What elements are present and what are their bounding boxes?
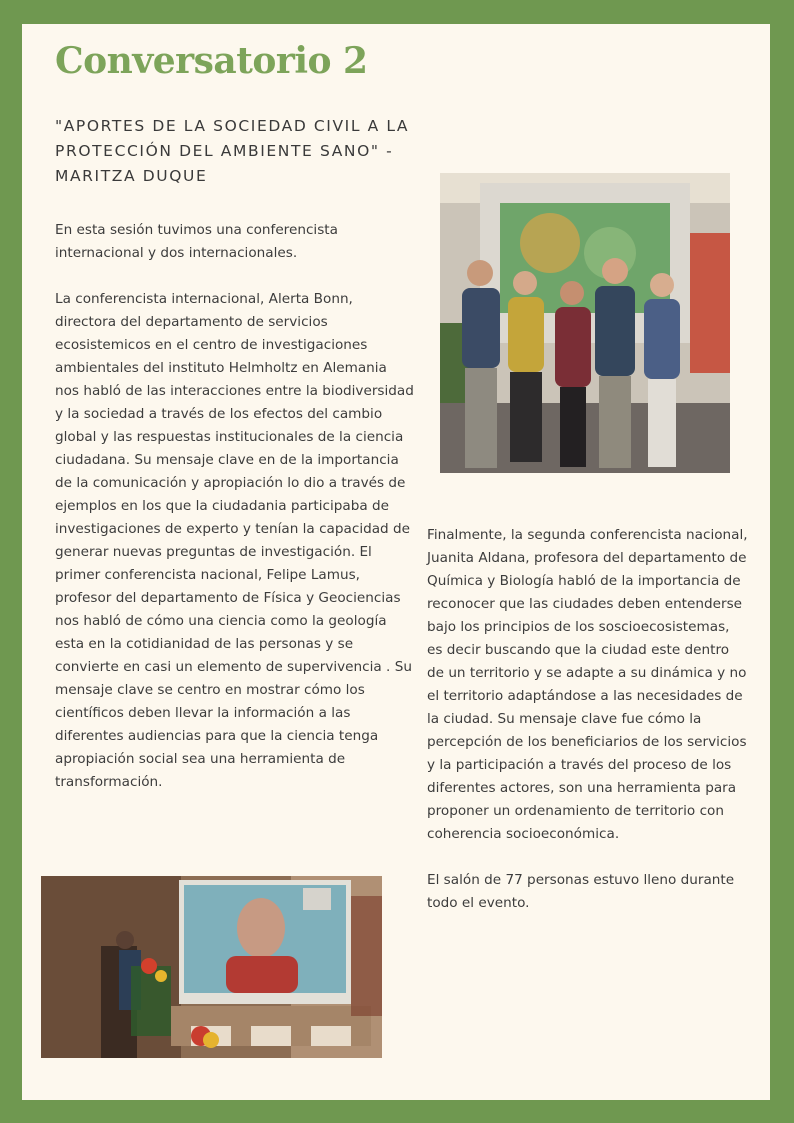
closing-paragraph: El salón de 77 personas estuvo lleno durante todo el evento. [427, 872, 735, 911]
right-column [427, 524, 749, 915]
intro-paragraph: En esta sesión tuvimos una conferencista internacional y dos internacionales. [55, 222, 338, 261]
page-title: Conversatorio 2 [55, 40, 368, 82]
lecture-photo [41, 876, 382, 1058]
page [22, 24, 770, 1100]
third-speaker-paragraph: Finalmente, la segunda conferencista nacional, Juanita Aldana, profesora del departamento de Química y Biología habló de la importancia de reconocer que las ciudades deben entenderse bajo los principios de los soscioecosistemas, es decir buscando que la ciudad este dentro de un territorio y se adapte a su dinámica y no el territorio adaptándose a las necesidades de la ciudad. Su mensaje clave fue cómo la percepción de los beneficiarios de los servicios y la participación a través del proceso de los diferentes actores, son una herramienta para proponer un ordenamiento de territorio con coherencia socioeconómica. [427, 527, 748, 842]
left-column [55, 219, 415, 794]
group-photo [440, 173, 730, 473]
session-subtitle: "APORTES DE LA SOCIEDAD CIVIL A LA PROTECCIÓN DEL AMBIENTE SANO" -MARITZA DUQUE [55, 117, 410, 185]
speakers-paragraph: La conferencista internacional, Alerta Bonn, directora del departamento de servicios ecosistemicos en el centro de investigaciones ambientales del instituto Helmholtz en Alemania nos habló de las interacciones entre la biodiversidad y la sociedad a través de los efectos del cambio global y las respuestas institucionales de la ciencia ciudadana. Su mensaje clave en de la importancia de la comunicación y apropiación lo dio a través de ejemplos en los que la ciudadania participaba de investigaciones de experto y tenían la capacidad de generar nuevas preguntas de investigación. El primer conferencista nacional, Felipe Lamus, profesor del departamento de Física y Geociencias nos habló de cómo una ciencia como la geología esta en la cotidianidad de las personas y se convierte en casi un elemento de supervivencia . Su mensaje clave se centro en mostrar cómo los científicos deben llevar la información a las diferentes audiencias para que la ciencia tenga apropiación social sea una herramienta de transformación. [55, 291, 414, 790]
